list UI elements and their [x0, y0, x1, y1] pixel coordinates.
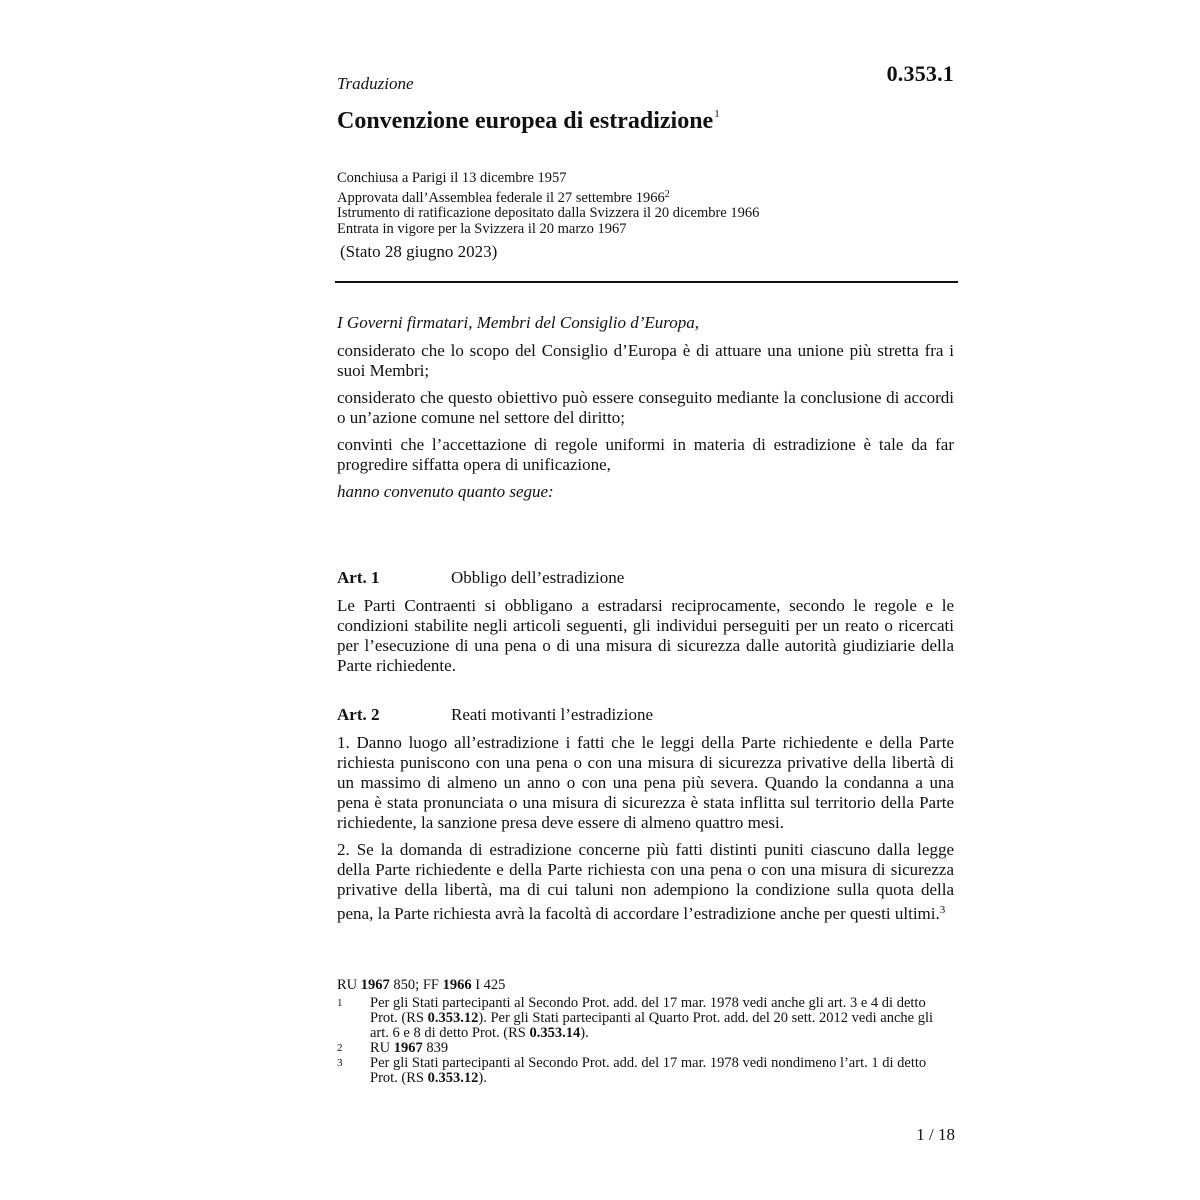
footnote-1 — [337, 996, 954, 1041]
article-number: Art. 2 — [337, 705, 380, 724]
article-title: Reati motivanti l’estradizione — [451, 705, 654, 724]
article-paragraph: 2. Se la domanda di estradizione concerne più fatti distinti puniti ciascuno dalla legge della Parte richiedente e della Parte richiesta con una pena o con una misura di sicurezza privative della libertà, ma di cui taluni non adempiono la condizione sulla quota della pena, la Parte richiesta avrà la facoltà di accordare l’estradizione anche per questi ultimi.$^3$ — [337, 840, 954, 923]
footnote-text: RU 1967 839 — [370, 1040, 449, 1056]
header-divider — [335, 281, 958, 283]
article-1 — [337, 568, 954, 683]
source-reference: RU 1967 850; FF 1966 I 425 — [337, 977, 506, 993]
footnote-text: Per gli Stati partecipanti al Secondo Prot. add. del 17 mar. 1978 vedi nondimeno l’art. 1 di detto Prot. (RS 0.353.12). — [370, 1055, 927, 1086]
translation-label: Traduzione — [337, 74, 414, 93]
meta-ratification: Istrumento di ratificazione depositato dalla Svizzera il 20 dicembre 1966 — [337, 205, 760, 221]
footnote-3 — [337, 1056, 954, 1086]
status-date: (Stato 28 giugno 2023) — [340, 242, 498, 261]
article-body — [337, 733, 954, 924]
cross-reference-link[interactable]: 0.353.14 — [529, 1025, 581, 1041]
article-body — [337, 596, 954, 676]
meta-concluded: Conchiusa a Parigi il 13 dicembre 1957 — [337, 170, 567, 186]
footnote-ref-2[interactable]: 2 — [664, 188, 670, 200]
title-text: Convenzione europea di estradizione — [337, 108, 714, 134]
footnote-number: 3 — [337, 1057, 343, 1069]
footnote-ref-3[interactable]: 3 — [939, 904, 946, 916]
page-number: 1 / 18 — [916, 1125, 955, 1144]
meta-approved: Approvata dall’Assemblea federale il 27 settembre 1966$^2$ — [337, 188, 670, 206]
preamble-closing: hanno convenuto quanto segue: — [337, 482, 554, 501]
preamble-paragraph: considerato che questo obiettivo può essere conseguito mediante la conclusione di accordi o un’azione comune nel settore del diritto; — [337, 388, 954, 427]
document-number: 0.353.1 — [886, 61, 954, 86]
footnote-number: 1 — [337, 997, 343, 1009]
article-paragraph: Le Parti Contraenti si obbligano a estradarsi reciprocamente, secondo le regole e le condizioni stabilite negli articoli seguenti, gli individui perseguiti per un reato o ricercati per l’esecuzione di una pena o di una misura di sicurezza dalle autorità giudiziarie della Parte richiedente. — [337, 596, 954, 675]
article-title: Obbligo dell’estradizione — [451, 568, 625, 587]
article-2 — [337, 705, 954, 931]
cross-reference-link[interactable]: 0.353.12 — [427, 1070, 479, 1086]
footnote-ref-1[interactable]: 1 — [714, 108, 720, 120]
footnotes — [337, 978, 954, 1086]
footnote-number: 2 — [337, 1042, 343, 1054]
meta-entry-into-force: Entrata in vigore per la Svizzera il 20 marzo 1967 — [337, 220, 627, 237]
article-number: Art. 1 — [337, 568, 380, 587]
document-title — [337, 108, 720, 135]
preamble-paragraph: convinti che l’accettazione di regole uniformi in materia di estradizione è tale da far progredire siffatta opera di unificazione, — [337, 435, 954, 474]
document-metadata — [337, 171, 759, 237]
preamble-intro: I Governi firmatari, Membri del Consiglio d’Europa, — [337, 313, 700, 332]
footnote-text: Per gli Stati partecipanti al Secondo Prot. add. del 17 mar. 1978 vedi anche gli art. 3 e 4 di detto Prot. (RS 0.353.12). Per gli Stati partecipanti al Quarto Prot. add. del 20 sett. 2012 vedi anche gli art. 6 e 8 di detto Prot. (RS 0.353.14). — [370, 995, 934, 1041]
article-heading — [337, 568, 954, 588]
article-heading — [337, 705, 954, 725]
preamble-paragraph: considerato che lo scopo del Consiglio d’Europa è di attuare una unione più stretta fra i suoi Membri; — [337, 341, 954, 380]
cross-reference-link[interactable]: 0.353.12 — [427, 1010, 479, 1026]
article-paragraph: 1. Danno luogo all’estradizione i fatti che le leggi della Parte richiedente e della Parte richiesta puniscono con una pena o con una misura di sicurezza privative della libertà di un massimo di almeno un anno o con una pena più severa. Quando la condanna a una pena è stata pronunciata o una misura di sicurezza è stata inflitta sul territorio della Parte richiedente, la sanzione presa deve essere di almeno quattro mesi. — [337, 733, 954, 832]
preamble — [337, 313, 954, 509]
footnote-2 — [337, 1041, 954, 1056]
